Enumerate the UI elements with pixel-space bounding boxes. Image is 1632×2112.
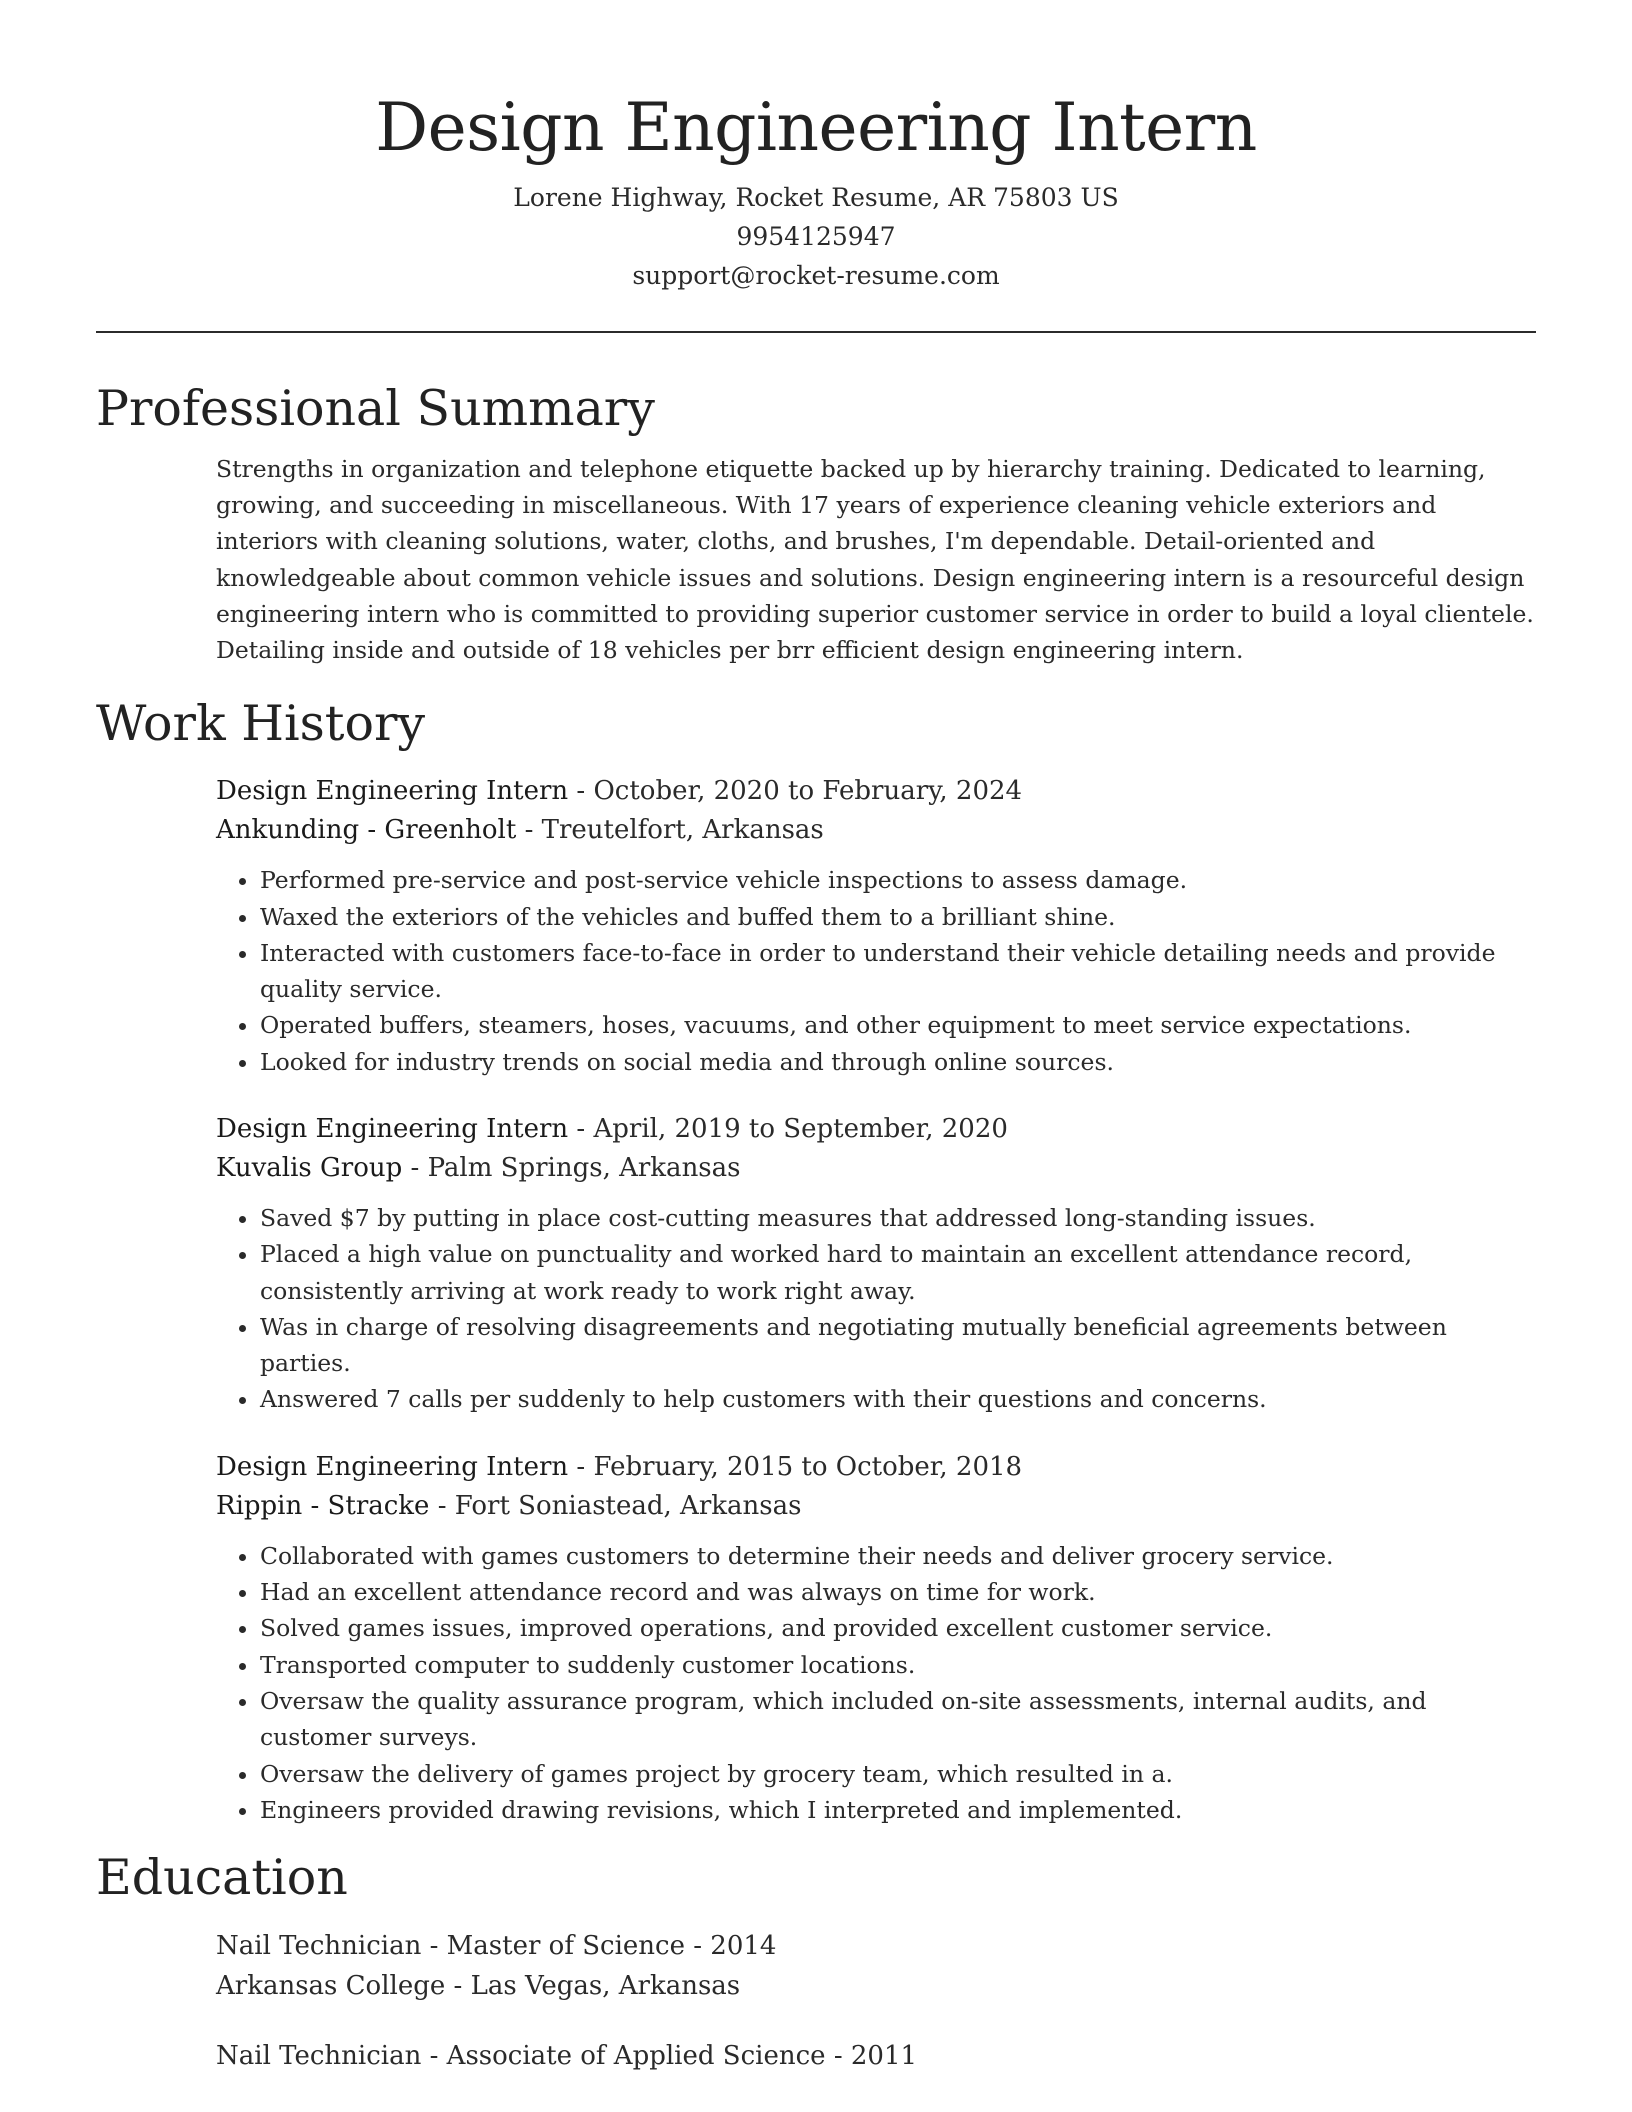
education-entries — [216, 1926, 1536, 2076]
education-heading: Education — [96, 1849, 348, 1907]
job-bullet: • Oversaw the delivery of games project by grocery team, which resulted in a. — [260, 1756, 1536, 1792]
education-field: Nail Technician — [216, 2041, 422, 2072]
job-bullet: • Had an excellent attendance record and was always on time for work. — [260, 1574, 1536, 1610]
education-field: Nail Technician — [216, 1931, 422, 1962]
job-location: - Palm Springs, Arkansas — [402, 1153, 741, 1183]
education-section — [96, 1846, 1536, 2076]
contact-address: Lorene Highway, Rocket Resume, AR 75803 US — [513, 183, 1119, 212]
header-divider — [96, 331, 1536, 333]
job-dates: - October, 2020 to February, 2024 — [568, 776, 1023, 807]
education-school: Arkansas College — [216, 1971, 446, 2002]
education-degree-line — [216, 2036, 1536, 2076]
education-school-line — [216, 1966, 1536, 2006]
job-company: Rippin - Stracke — [216, 1490, 430, 1521]
summary-section — [96, 377, 1536, 668]
resume-name-heading: Design Engineering Intern — [375, 89, 1257, 166]
contact-phone: 9954125947 — [736, 222, 896, 251]
job-dates: - February, 2015 to October, 2018 — [568, 1451, 1023, 1482]
job-bullet-list — [216, 1200, 1536, 1418]
summary-text: Strengths in organization and telephone etiquette backed up by hierarchy training. Dedicated to learning, growing, and succeeding in miscellaneous. With 17 years of experience cleaning vehicle exteriors and interiors with cleaning solutions, water, cloths, and brushes, I'm dependable. Detail-oriented and knowledgeable about common vehicle issues and solutions. Design engineering intern is a resourceful design engineering intern who is committed to providing superior customer service in order to build a loyal clientele. Detailing inside and outside of 18 vehicles per brr efficient design engineering intern. — [216, 455, 1534, 665]
job-bullet: • Was in charge of resolving disagreements and negotiating mutually beneficial agreements between parties. — [260, 1309, 1536, 1382]
job-bullet: • Transported computer to suddenly customer locations. — [260, 1647, 1536, 1683]
job-title-line — [216, 772, 1536, 811]
job-title: Design Engineering Intern — [216, 1451, 569, 1482]
job-location: - Treutelfort, Arkansas — [516, 815, 824, 846]
resume-page — [96, 0, 1536, 2076]
job-bullet: • Performed pre-service and post-service vehicle inspections to assess damage. — [260, 862, 1536, 898]
job-bullet-list — [216, 862, 1536, 1080]
education-year: - 2014 — [684, 1931, 777, 1962]
job-bullet-list — [216, 1538, 1536, 1828]
job-bullet: • Solved games issues, improved operations, and provided excellent customer service. — [260, 1610, 1536, 1646]
job-bullet: • Waxed the exteriors of the vehicles and buffed them to a brilliant shine. — [260, 899, 1536, 935]
work-history-section — [96, 692, 1536, 1828]
job-dates: - April, 2019 to September, 2020 — [568, 1114, 1008, 1144]
contact-email: support@rocket-resume.com — [632, 261, 1000, 290]
job-title-line — [216, 1448, 1536, 1487]
contact-block — [96, 178, 1536, 295]
job-bullet: • Placed a high value on punctuality and worked hard to maintain an excellent attendance record, consistently arriving at work ready to work right away. — [260, 1236, 1536, 1309]
job-bullet: • Engineers provided drawing revisions, which I interpreted and implemented. — [260, 1792, 1536, 1828]
work-entries — [216, 772, 1536, 1828]
work-history-heading: Work History — [96, 695, 426, 753]
job-company: Ankunding - Greenholt — [216, 815, 517, 846]
job-title: Design Engineering Intern — [216, 776, 569, 807]
job-company: Kuvalis Group — [216, 1153, 403, 1183]
job-entry — [216, 1110, 1536, 1418]
education-location: - Las Vegas, Arkansas — [445, 1971, 741, 2002]
job-title: Design Engineering Intern — [216, 1114, 569, 1144]
job-location: - Fort Soniastead, Arkansas — [429, 1490, 802, 1521]
job-bullet: • Collaborated with games customers to determine their needs and deliver grocery service. — [260, 1538, 1536, 1574]
education-entry — [216, 2036, 1536, 2076]
job-company-line — [216, 811, 1536, 850]
job-entry — [216, 1448, 1536, 1828]
job-bullet: • Operated buffers, steamers, hoses, vacuums, and other equipment to meet service expectations. — [260, 1007, 1536, 1043]
education-year: - 2011 — [825, 2041, 918, 2072]
job-bullet: • Looked for industry trends on social media and through online sources. — [260, 1044, 1536, 1080]
job-bullet: • Oversaw the quality assurance program, which included on-site assessments, internal audits, and customer surveys. — [260, 1683, 1536, 1756]
education-degree: - Associate of Applied Science — [421, 2041, 826, 2072]
job-bullet: • Saved $7 by putting in place cost-cutting measures that addressed long-standing issues. — [260, 1200, 1536, 1236]
job-company-line — [216, 1149, 1536, 1188]
job-bullet: • Answered 7 calls per suddenly to help customers with their questions and concerns. — [260, 1381, 1536, 1417]
job-entry — [216, 772, 1536, 1080]
education-degree: - Master of Science — [421, 1931, 685, 1962]
education-entry — [216, 1926, 1536, 2006]
job-title-line — [216, 1110, 1536, 1149]
job-company-line — [216, 1487, 1536, 1526]
job-bullet: • Interacted with customers face-to-face in order to understand their vehicle detailing needs and provide quality service. — [260, 935, 1536, 1008]
summary-heading: Professional Summary — [96, 380, 655, 437]
education-degree-line — [216, 1926, 1536, 1966]
